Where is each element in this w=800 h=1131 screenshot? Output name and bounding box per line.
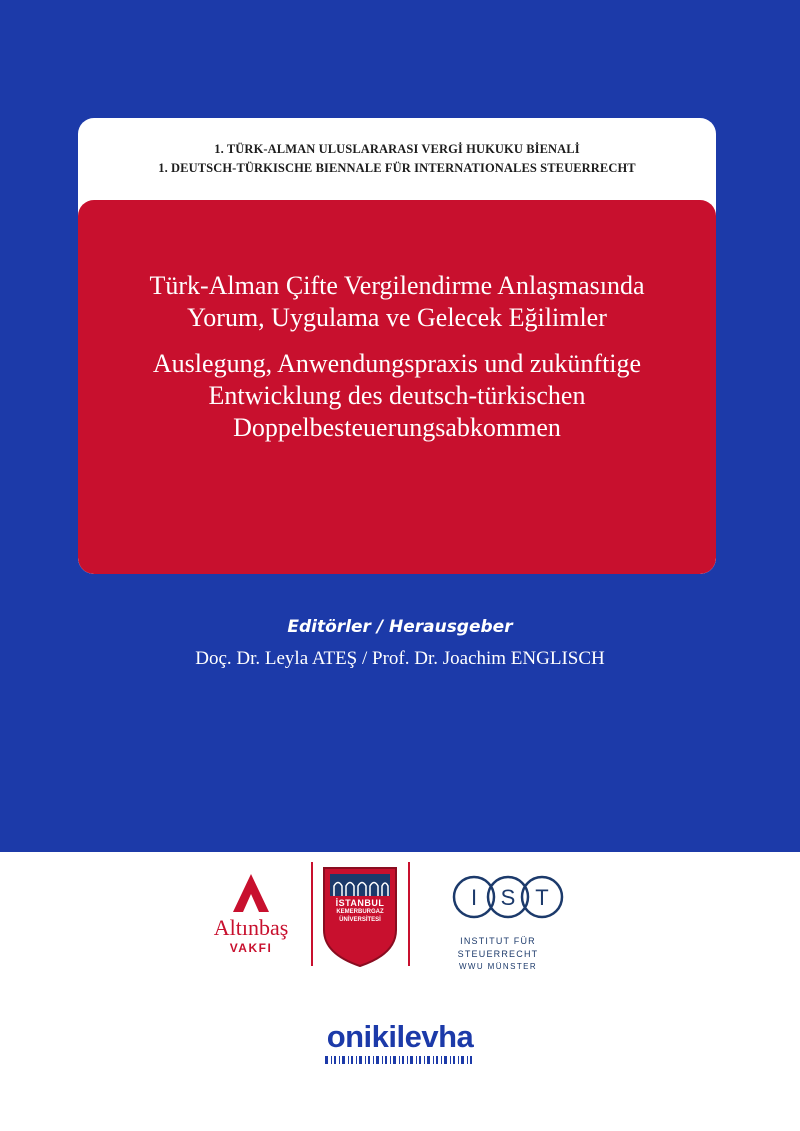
ist-letter-t: T xyxy=(535,885,549,910)
barcode-icon xyxy=(325,1056,475,1064)
editors-names: Doç. Dr. Leyla ATEŞ / Prof. Dr. Joachim ENGLISCH xyxy=(195,648,605,669)
divider-left xyxy=(311,862,313,966)
ist-circles-icon xyxy=(452,872,564,922)
ist-letter-i: I xyxy=(470,885,478,910)
altinbas-name: Altınbaş xyxy=(213,915,289,940)
publisher-logo xyxy=(0,1020,800,1064)
book-title-turkish xyxy=(78,270,716,334)
university-line-3: ÜNİVERSİTESİ xyxy=(339,917,381,923)
university-line-1: İSTANBUL xyxy=(335,898,385,908)
title-box xyxy=(78,200,716,574)
editors-heading: Editörler / Herausgeber xyxy=(287,617,513,637)
altinbas-sub: VAKFI xyxy=(229,941,273,955)
ist-line-2: WWU MÜNSTER xyxy=(458,962,538,971)
series-heading-german: 1. DEUTSCH-TÜRKISCHE BIENNALE FÜR INTERNATIONALES STEUERRECHT xyxy=(158,161,636,175)
ist-caption xyxy=(418,935,578,973)
title-tr-line-1: Türk-Alman Çifte Vergilendirme Anlaşmasında xyxy=(149,271,645,300)
altinbas-a-icon xyxy=(231,872,271,914)
series-heading xyxy=(78,118,716,200)
university-name xyxy=(328,898,392,924)
ist-line-1: INSTITUT FÜR STEUERRECHT xyxy=(457,936,539,959)
ist-letter-s: S xyxy=(500,885,516,910)
logo-strip xyxy=(0,852,800,1131)
title-de-line-2: Entwicklung des deutsch-türkischen xyxy=(208,381,586,410)
title-de-line-3: Doppelbesteuerungsabkommen xyxy=(233,413,561,442)
series-heading-turkish: 1. TÜRK-ALMAN ULUSLARARASI VERGİ HUKUKU BİENALİ xyxy=(214,142,580,156)
title-de-line-1: Auslegung, Anwendungspraxis und zukünftige xyxy=(152,349,642,378)
ist-logo xyxy=(418,872,578,972)
publisher-name: onikilevha xyxy=(326,1019,474,1054)
university-line-2: KEMERBURGAZ xyxy=(336,909,384,915)
title-tr-line-2: Yorum, Uygulama ve Gelecek Eğilimler xyxy=(187,303,607,332)
book-title-german xyxy=(78,348,716,444)
divider-right xyxy=(408,862,410,966)
title-card xyxy=(78,118,716,574)
altinbas-logo xyxy=(196,872,306,982)
